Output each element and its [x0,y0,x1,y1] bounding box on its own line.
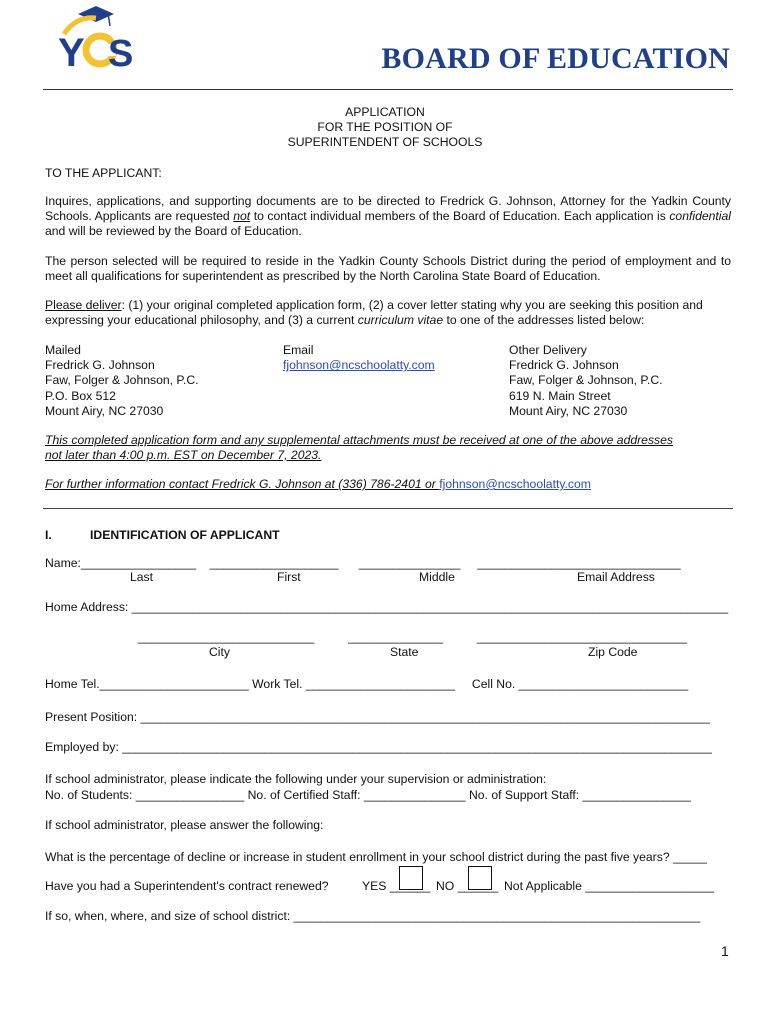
label-last: Last [130,570,154,584]
intro-line-1: APPLICATION [345,105,425,119]
email-label: Email [283,343,314,357]
deadline-line-1: This completed application form and any supplemental attachments must be received at one of the above addresses [45,433,674,447]
other-firm: Faw, Folger & Johnson, P.C. [509,373,663,388]
yes-checkbox[interactable] [399,866,423,890]
ycs-logo [56,4,138,70]
section-numeral: I. [45,528,52,542]
mailed-po-box: P.O. Box 512 [45,388,116,403]
employed-by-field[interactable]: Employed by: _______________________________________________________________________________________ [45,740,712,754]
svg-text:Y: Y [58,31,85,70]
email-address-block [283,343,435,373]
section-rule [43,508,733,509]
no-option[interactable]: NO ______ [436,879,499,893]
not-applicable-option[interactable]: Not Applicable ___________________ [504,879,715,893]
paragraph-inquiries: Inquires, applications, and supporting documents are to be directed to Fredrick G. Johnson, Attorney for the Yadkin County Schools. Applicants are requested not to contact individual members of the Board of Education. Each application is confidential and will be reviewed by the Board of Education. [45,194,731,239]
other-name: Fredrick G. Johnson [509,358,619,373]
section-title: IDENTIFICATION OF APPLICANT [90,528,280,542]
header-rule [43,89,733,90]
label-zip-code: Zip Code [588,645,638,659]
confidential-emphasis: confidential [669,209,731,224]
paragraph-residence: The person selected will be required to reside in the Yadkin County Schools District during the period of employment and to meet all qualifications for superintendent as prescribed by the North Carolina State Board of Education. [45,254,731,284]
admin-counts-field[interactable]: No. of Students: ________________ No. of Certified Staff: _______________ No. of Support Staff: ________________ [45,788,692,802]
phone-fields[interactable]: Home Tel.______________________ Work Tel. ______________________ Cell No. _________________________ [45,677,689,691]
deadline-line-2: not later than 4:00 p.m. EST on December 7, 2023. [45,448,322,462]
page-number: 1 [721,943,729,959]
contact-info: For further information contact Fredrick G. Johnson at (336) 786-2401 or fjohnson@ncschoolatty.com [45,477,591,491]
other-delivery-block [509,343,663,419]
intro-line-2: FOR THE POSITION OF [317,120,453,134]
to-applicant-heading: TO THE APPLICANT: [45,166,162,180]
mailed-city: Mount Airy, NC 27030 [45,403,164,418]
label-state: State [390,645,419,659]
contact-email-link[interactable]: fjohnson@ncschoolatty.com [439,477,591,491]
other-delivery-label: Other Delivery [509,343,587,357]
svg-text:S: S [108,33,134,70]
admin-question-1: If school administrator, please indicate the following under your supervision or administration: [45,772,547,786]
not-emphasis: not [233,209,251,224]
mailed-address-block [45,343,199,419]
board-title: BOARD OF EDUCATION [381,42,730,75]
home-address-field[interactable]: Home Address: ________________________________________________________________________________________ [45,600,729,614]
other-street: 619 N. Main Street [509,388,611,403]
city-state-zip-field[interactable]: __________________________ ______________ _______________________________ [138,630,687,644]
paragraph-deliver: Please deliver: (1) your original completed application form, (2) a cover letter stating why you are seeking this position and expressing your educational philosophy, and (3) a current curriculum vitae to one of the addresses listed below: [45,298,703,328]
enrollment-question[interactable]: What is the percentage of decline or increase in student enrollment in your school district during the past five years? _____ [45,850,707,864]
mailed-name: Fredrick G. Johnson [45,358,155,373]
mailed-label: Mailed [45,343,81,357]
label-city: City [209,645,230,659]
contract-question: Have you had a Superintendent's contract renewed? [45,879,329,893]
admin-question-2: If school administrator, please answer the following: [45,818,324,832]
label-middle: Middle [419,570,455,584]
present-position-field[interactable]: Present Position: ____________________________________________________________________________________ [45,710,710,724]
intro-line-3: SUPERINTENDENT OF SCHOOLS [287,135,483,149]
mailed-firm: Faw, Folger & Johnson, P.C. [45,373,199,388]
label-email-address: Email Address [577,570,655,584]
label-first: First [277,570,301,584]
name-field[interactable]: Name:_________________ ___________________ _______________ ______________________________ [45,556,681,570]
email-link[interactable]: fjohnson@ncschoolatty.com [283,358,435,373]
yes-option[interactable]: YES ______ [362,879,431,893]
no-checkbox[interactable] [468,866,492,890]
district-details-field[interactable]: If so, when, where, and size of school district: ____________________________________________________________ [45,909,701,923]
other-city: Mount Airy, NC 27030 [509,403,628,418]
